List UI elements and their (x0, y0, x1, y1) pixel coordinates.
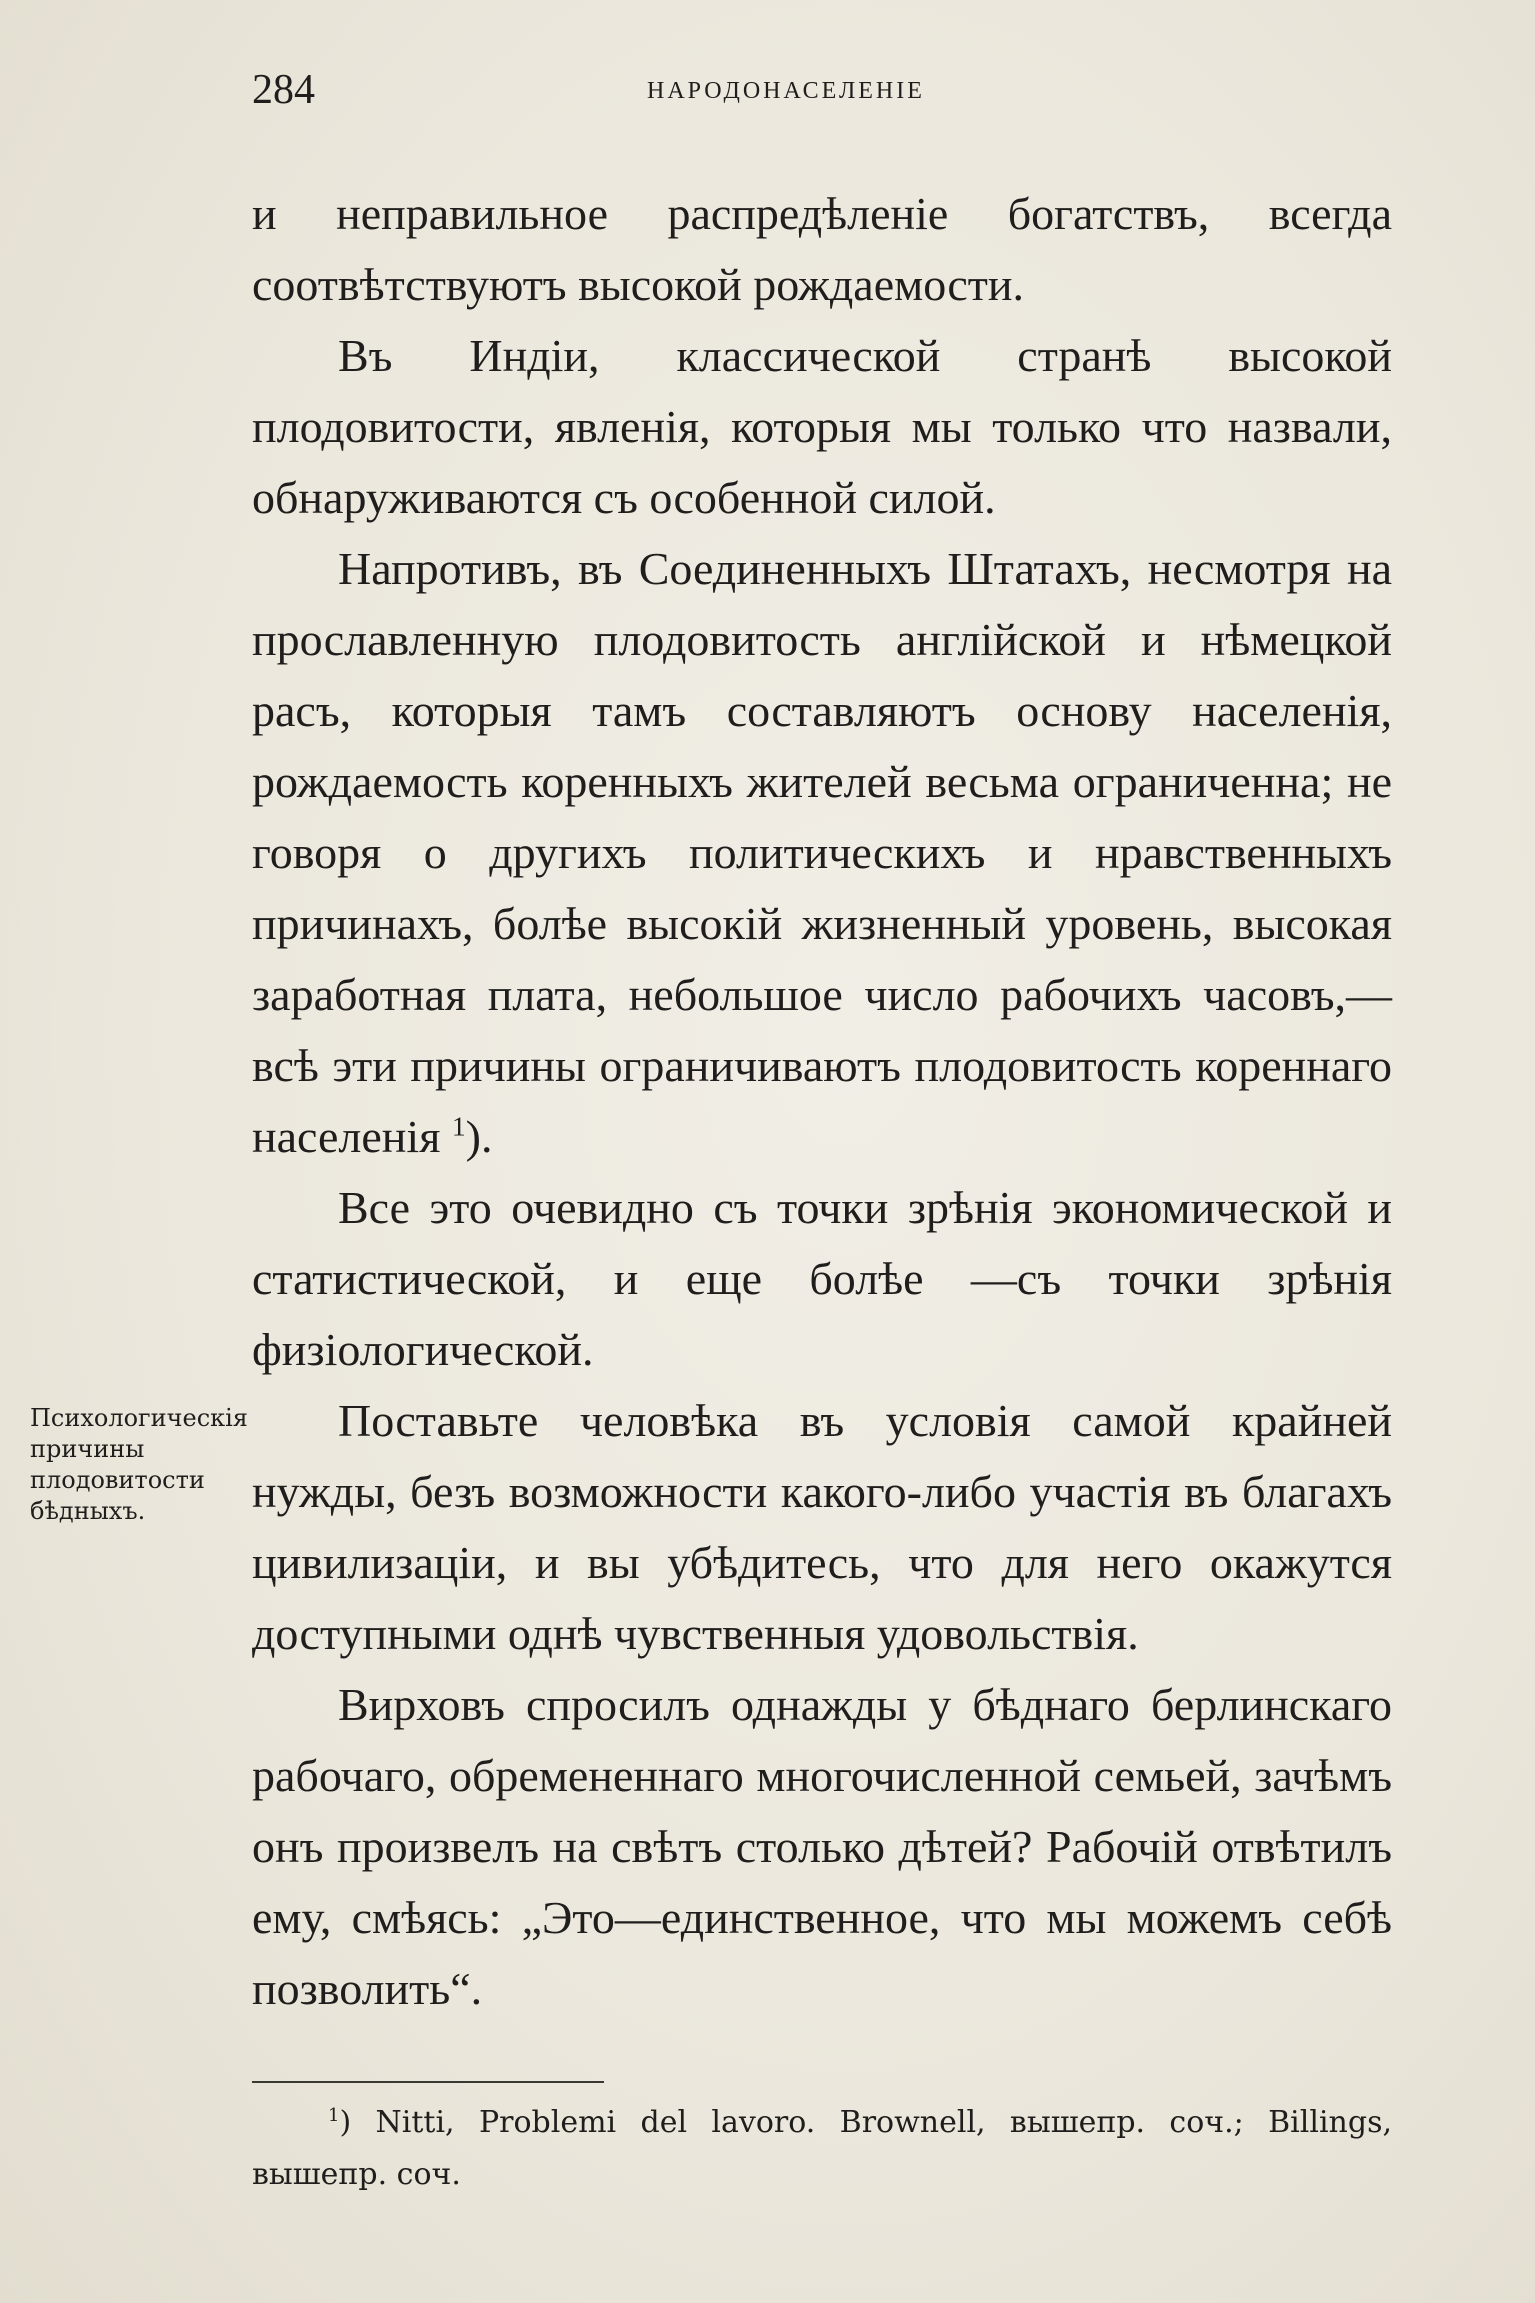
page-header (252, 68, 1392, 112)
paragraph-3-text: Напротивъ, въ Соединенныхъ Штатахъ, несмотря на прославленную плодовитость англійской и нѣмецкой расъ, которыя тамъ составляютъ основу населенія, рождаемость коренныхъ жителей весьма ограниченна; не говоря о другихъ политическихъ и нравственныхъ причинахъ, болѣе высокій жизненный уровень, высокая заработная плата, небольшое число рабочихъ часовъ,—всѣ эти причины ограничиваютъ плодовитость кореннаго населенія (252, 543, 1392, 1162)
footnote-divider (252, 2081, 604, 2083)
footnote-reference: 1 (451, 1110, 466, 1142)
margin-note: Психологическія причины плодовитости бѣдныхъ. (30, 1404, 248, 1525)
body-text (252, 178, 1392, 2024)
paragraph-6: Вирховъ спросилъ однажды у бѣднаго берлинскаго рабочаго, обремененнаго многочисленной семьей, зачѣмъ онъ произвелъ на свѣтъ столько дѣтей? Рабочій отвѣтилъ ему, смѣясь: „Это—единственное, что мы можемъ себѣ позволить“. (252, 1679, 1392, 2014)
footnote-reference-suffix: ). (465, 1111, 493, 1162)
paragraph-4: Все это очевидно съ точки зрѣнія экономической и статистической, и еще болѣе —съ точки зрѣнія физіологической. (252, 1182, 1392, 1375)
paragraph-2: Въ Индіи, классической странѣ высокой плодовитости, явленія, которыя мы только что назвали, обнаруживаются съ особенной силой. (252, 330, 1392, 523)
running-title: НАРОДОНАСЕЛЕНІЕ (647, 78, 925, 104)
footnote-text: ) Nitti, Problemi del lavoro. Brownell, вышепр. соч.; Billings, вышепр. соч. (252, 2105, 1392, 2192)
paragraph-5: Поставьте человѣка въ условія самой крайней нужды, безъ возможности какого-либо участія въ благахъ цивилизаціи, и вы убѣдитесь, что для него окажутся доступными однѣ чувственныя удовольствія. (252, 1395, 1392, 1659)
paragraph-1: и неправильное распредѣленіе богатствъ, всегда соотвѣтствуютъ высокой рождаемости. (252, 188, 1392, 310)
paragraph-3 (252, 533, 1392, 1172)
footnote-marker: 1 (328, 2105, 340, 2126)
page-number: 284 (252, 67, 315, 113)
footnote (252, 2097, 1392, 2201)
